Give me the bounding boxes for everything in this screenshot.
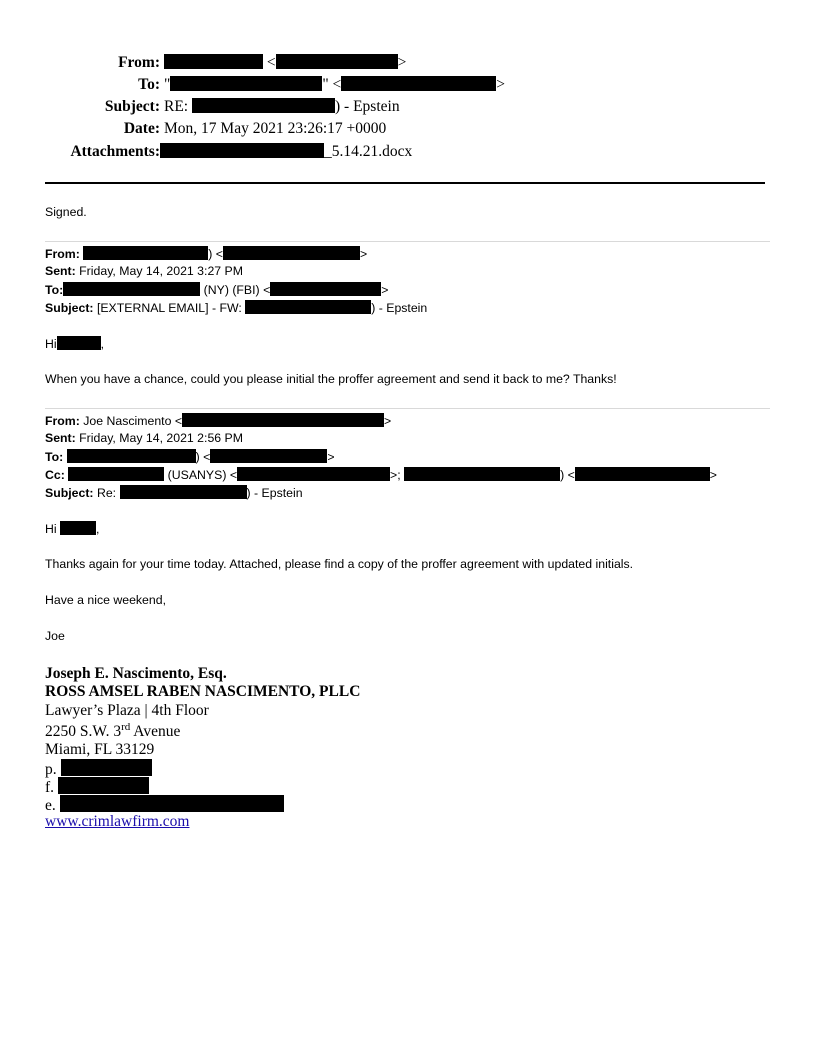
signature-address-3: Miami, FL 33129 [45, 741, 155, 758]
msg1-greeting: Hi , [45, 337, 105, 351]
redaction-block [276, 54, 398, 69]
header-attachments-label: Attachments: [70, 143, 160, 160]
firm-website-link[interactable]: www.crimlawfirm.com [45, 813, 190, 830]
msg1-to-row: To: (NY) (FBI) < > [45, 283, 389, 297]
msg1-body: When you have a chance, could you please initial the proffer agreement and send it back to me? Thanks! [45, 372, 617, 386]
signature-address-2: 2250 S.W. 3rd Avenue [45, 721, 181, 741]
msg1-from-row: From: ) < > [45, 247, 368, 261]
redaction-block [68, 467, 164, 481]
msg2-sent-row: Sent: Friday, May 14, 2021 2:56 PM [45, 431, 243, 445]
header-date-value: Mon, 17 May 2021 23:26:17 +0000 [164, 120, 387, 137]
redaction-block [341, 76, 496, 91]
redaction-block [182, 413, 384, 427]
header-subject-label: Subject: [104, 98, 160, 115]
msg2-signoff: Joe [45, 629, 65, 643]
redaction-block [210, 449, 327, 463]
redaction-block [60, 795, 284, 812]
signature-name: Joseph E. Nascimento, Esq. [45, 665, 227, 682]
message-divider [45, 408, 770, 409]
attachment-file[interactable]: _5.14.21.docx [160, 143, 412, 161]
redaction-block [237, 467, 390, 481]
redaction-block [67, 449, 196, 463]
redaction-block [120, 485, 247, 499]
msg2-body-2: Have a nice weekend, [45, 593, 166, 607]
redaction-block [245, 300, 371, 314]
redaction-block [83, 246, 208, 260]
msg2-greeting: Hi , [45, 522, 100, 536]
message-divider [45, 241, 770, 242]
msg1-subject-row: Subject: [EXTERNAL EMAIL] - FW: ) - Epstein [45, 301, 428, 315]
redaction-block [63, 282, 200, 296]
signature-fax: f. [45, 777, 149, 797]
redaction-block [61, 759, 152, 776]
header-divider [45, 182, 765, 184]
redaction-block [170, 76, 322, 91]
header-date-label: Date: [123, 120, 160, 137]
msg2-cc-row: Cc: (USANYS) < >; ) < > [45, 468, 717, 482]
signature-phone: p. [45, 759, 152, 779]
redaction-block [58, 777, 149, 794]
header-from-label: From: [118, 54, 160, 71]
msg1-sent-row: Sent: Friday, May 14, 2021 3:27 PM [45, 264, 243, 278]
signature-email: e. [45, 795, 284, 815]
signature-firm: ROSS AMSEL RABEN NASCIMENTO, PLLC [45, 683, 361, 700]
msg2-body-1: Thanks again for your time today. Attached, please find a copy of the proffer agreement with updated initials. [45, 557, 634, 571]
redaction-block [575, 467, 710, 481]
redaction-block [270, 282, 381, 296]
msg2-subject-row: Subject: Re: ) - Epstein [45, 486, 303, 500]
signature-address-1: Lawyer’s Plaza | 4th Floor [45, 702, 209, 719]
msg2-from-row: From: Joe Nascimento < > [45, 414, 392, 428]
redaction-block [192, 98, 335, 113]
body-signed: Signed. [45, 205, 87, 219]
redaction-block [57, 336, 101, 350]
redaction-block [160, 143, 324, 158]
redaction-block [223, 246, 360, 260]
header-to-label: To: [138, 76, 160, 93]
msg2-to-row: To: ) < > [45, 450, 335, 464]
redaction-block [404, 467, 560, 481]
redaction-block [60, 521, 96, 535]
redaction-block [164, 54, 263, 69]
